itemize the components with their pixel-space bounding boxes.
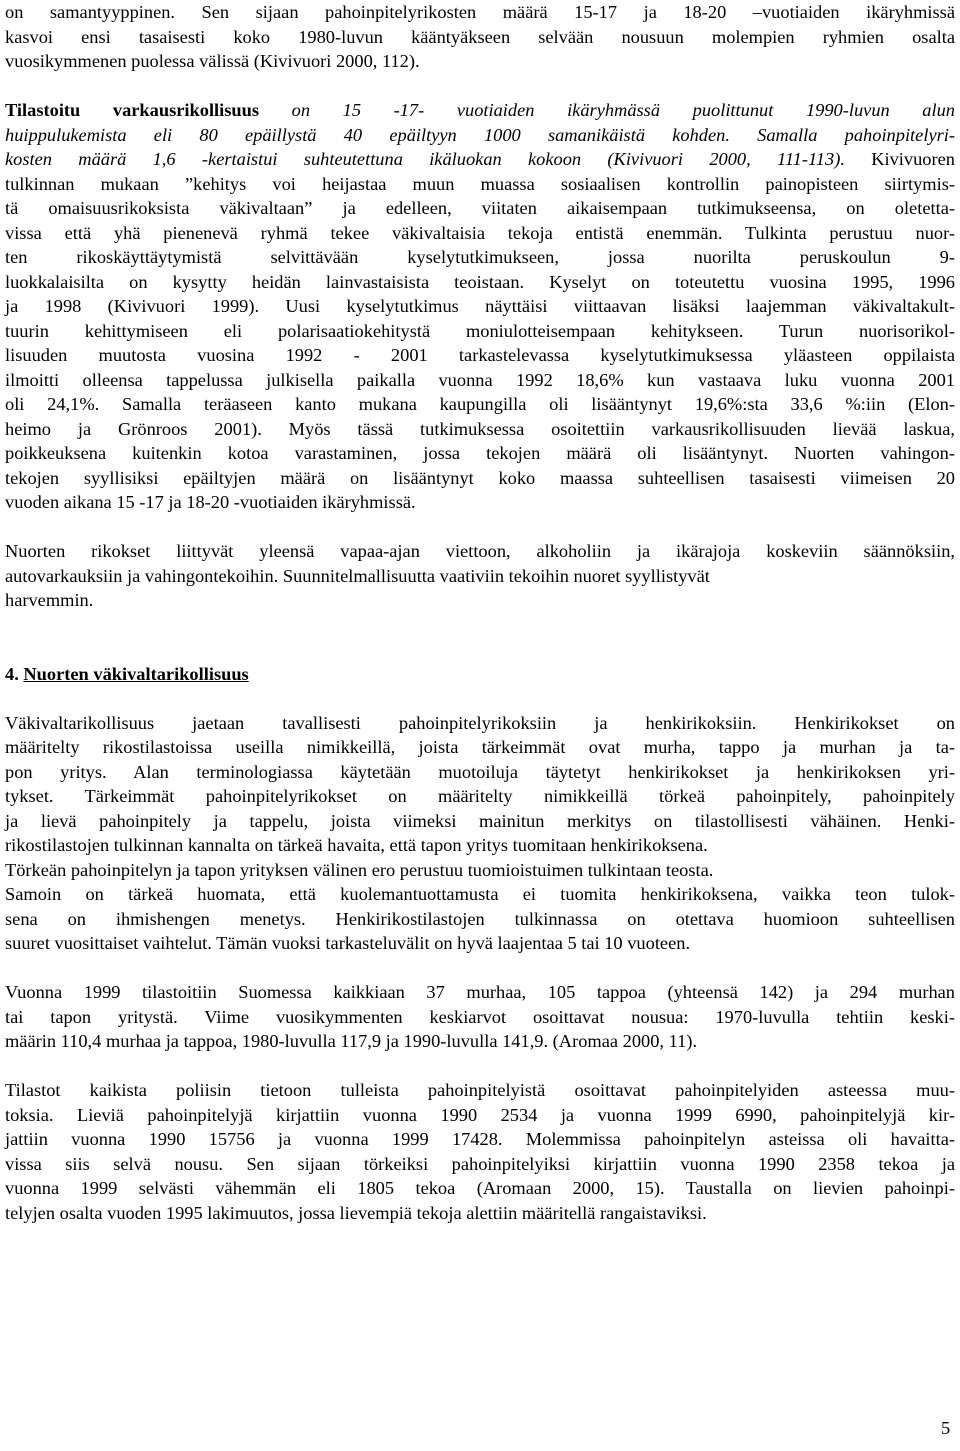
- italic-text: on 15 -17- vuotiaiden ikäryhmässä puolittunut 1990-luvun alun: [259, 100, 955, 120]
- paragraph-4: [5, 711, 955, 956]
- text-line: kasvoi ensi tasaisesti koko 1980-luvun kääntyäkseen selvään nousuun molempien ryhmien osalta: [5, 26, 955, 47]
- text-line: poikkeuksena kuitenkin kotoa varastaminen, jossa tekojen määrä oli lisääntynyt. Nuorten vahingon-: [5, 443, 955, 463]
- text-line: pon yritys. Alan terminologiassa käytetään muotoiluja täytetyt henkirikokset ja henkirikoksen yri-: [5, 761, 955, 782]
- section-heading: [5, 662, 955, 687]
- paragraph-5: [5, 980, 955, 1054]
- text-line: tykset. Tärkeimmät pahoinpitelyrikokset on määritelty nimikkeillä törkeä pahoinpitely, pahoinpitely: [5, 786, 955, 806]
- plain-text: Kivivuoren: [844, 149, 955, 169]
- text-line: vissa että yhä pienenevä ryhmä tekee väkivaltaisia tekoja entistä enemmän. Tulkinta perustuu nuor-: [5, 222, 955, 243]
- text-line: tulkinnan mukaan ”kehitys voi heijastaa muun muassa sosiaalisen kontrollin painopisteen siirtymis-: [5, 173, 955, 194]
- text-line: vuonna 1999 selvästi vähemmän eli 1805 tekoa (Aromaan 2000, 15). Taustalla on lievien pahoinpi-: [5, 1178, 955, 1198]
- text-line: vissa siis selvä nousu. Sen sijaan törkeiksi pahoinpitelyiksi kirjattiin vuonna 1990 2358 tekoa ja: [5, 1153, 955, 1174]
- page-number: 5: [941, 1418, 951, 1438]
- text-line: tekojen syyllisiksi epäiltyjen määrä on lisääntynyt koko maassa suhteellisen tasaisesti viimeisen 20: [5, 467, 955, 488]
- paragraph-6: [5, 1078, 955, 1225]
- italic-text: kosten määrä 1,6 -kertaistui suhteutettuna ikäluokan kokoon (Kivivuori 2000, 111-113).: [5, 149, 845, 169]
- text-line: Väkivaltarikollisuus jaetaan tavallisesti pahoinpitelyrikoksiin ja henkirikoksiin. Henkirikokset on: [5, 712, 955, 733]
- text-line: jattiin vuonna 1990 15756 ja vuonna 1999 17428. Molemmissa pahoinpitelyn asteissa oli havaitta-: [5, 1129, 955, 1149]
- text-line: ten rikoskäyttäytymistä selvittävään kyselytutkimukseen, jossa nuorilta peruskoulun 9-: [5, 247, 955, 267]
- text-line: on samantyyppinen. Sen sijaan pahoinpitelyrikosten määrä 15-17 ja 18-20 –vuotiaiden ikäryhmissä: [5, 2, 955, 22]
- text-line: telyjen osalta vuoden 1995 lakimuutos, jossa lievempiä tekoja alettiin määritellä rangaistaviksi.: [5, 1202, 707, 1223]
- document-page: [5, 0, 955, 1225]
- text-line: autovarkauksiin ja vahingontekoihin. Suunnitelmallisuutta vaativiin tekoihin nuoret syyllistyvät: [5, 565, 710, 586]
- paragraph-2: [5, 98, 955, 515]
- text-line: lisuuden muutosta vuosina 1992 - 2001 tarkastelevassa kyselytutkimuksessa yläasteen oppilaista: [5, 345, 955, 365]
- section-number: 4.: [5, 663, 24, 684]
- text-line: [5, 147, 955, 172]
- text-line: suuret vuosittaiset vaihtelut. Tämän vuoksi tarkasteluvälit on hyvä laajentaa 5 tai 10 vuoteen.: [5, 933, 691, 953]
- text-line: vuosikymmenen puolessa välissä (Kivivuori 2000, 112).: [5, 51, 420, 71]
- text-line: rikostilastojen tulkinnan kannalta on tärkeä havaita, että tapon yritys tuomitaan henkirikoksena.: [5, 835, 708, 855]
- text-line: sena on ihmishengen menetys. Henkirikostilastojen tulkinnassa on otettava huomioon suhteellisen: [5, 908, 955, 929]
- text-line: Samoin on tärkeä huomata, että kuolemantuottamusta ei tuomita henkirikoksena, vaikka teon tulok-: [5, 884, 955, 904]
- text-line: heimo ja Grönroos 2001). Myös tässä tutkimuksessa osoitettiin varkausrikollisuuden lievää laskua,: [5, 418, 955, 439]
- text-line: Tilastot kaikista poliisin tietoon tulleista pahoinpitelyistä osoittavat pahoinpitelyiden asteessa muu-: [5, 1080, 955, 1100]
- text-line: ja 1998 (Kivivuori 1999). Uusi kyselytutkimus näyttäisi viittaavan lisäksi laajemman väkivaltakult-: [5, 296, 955, 316]
- text-line: määrin 110,4 murhaa ja tappoa, 1980-luvulla 117,9 ja 1990-luvulla 141,9. (Aromaa 2000, 11).: [5, 1031, 698, 1051]
- text-line: vuoden aikana 15 -17 ja 18-20 -vuotiaiden ikäryhmissä.: [5, 492, 416, 512]
- text-line: ja lievä pahoinpitely ja tappelu, joista viimeksi mainitun merkitys on tilastollisesti vähäinen. Henki-: [5, 810, 955, 831]
- text-line: [5, 98, 955, 123]
- text-line: oli 24,1%. Samalla teräaseen kanto mukana kaupungilla oli lisääntynyt 19,6%:sta 33,6 %:iin (Elon-: [5, 394, 955, 414]
- text-line: tä omaisuusrikoksista väkivaltaan” ja edelleen, viitaten aikaisempaan tutkimukseensa, on oletetta-: [5, 198, 955, 218]
- text-line: harvemmin.: [5, 590, 94, 610]
- bold-term: Tilastoitu varkausrikollisuus: [5, 100, 260, 120]
- text-line: ilmoitti olleensa tappelussa julkisella paikalla vuonna 1992 18,6% kun vastaava luku vuonna 2001: [5, 369, 955, 390]
- text-line: määritelty rikostilastoissa useilla nimikkeillä, joista tärkeimmät ovat murha, tappo ja murhan ja ta-: [5, 737, 955, 757]
- text-line: luokkalaisilta on kysytty heidän lainvastaisista teoistaan. Kyselyt on toteutettu vuosina 1995, 1996: [5, 271, 955, 292]
- paragraph-3: [5, 539, 955, 613]
- text-line: tuurin kehittymiseen eli polarisaatiokehitystä moniulotteisempaan kehitykseen. Turun nuorisorikol-: [5, 320, 955, 341]
- text-line: tai tapon yritystä. Viime vuosikymmenten keskiarvot osoittavat nousua: 1970-luvulla tehtiin keski-: [5, 1006, 955, 1027]
- section-title: Nuorten väkivaltarikollisuus: [23, 663, 249, 684]
- paragraph-1: [5, 0, 955, 74]
- text-line: Nuorten rikokset liittyvät yleensä vapaa-ajan viettoon, alkoholiin ja ikärajoja koskeviin säännöksiin,: [5, 541, 955, 561]
- text-line: Vuonna 1999 tilastoitiin Suomessa kaikkiaan 37 murhaa, 105 tappoa (yhteensä 142) ja 294 murhan: [5, 982, 955, 1002]
- text-line: toksia. Lieviä pahoinpitelyjä kirjattiin vuonna 1990 2534 ja vuonna 1999 6990, pahoinpitelyjä kir-: [5, 1104, 955, 1125]
- text-line: Törkeän pahoinpitelyn ja tapon yrityksen välinen ero perustuu tuomioistuimen tulkintaan teosta.: [5, 859, 714, 880]
- text-line: huippulukemista eli 80 epäillystä 40 epäiltyyn 1000 samanikäistä kohden. Samalla pahoinpitelyri-: [5, 124, 955, 145]
- heading-line: [5, 662, 955, 687]
